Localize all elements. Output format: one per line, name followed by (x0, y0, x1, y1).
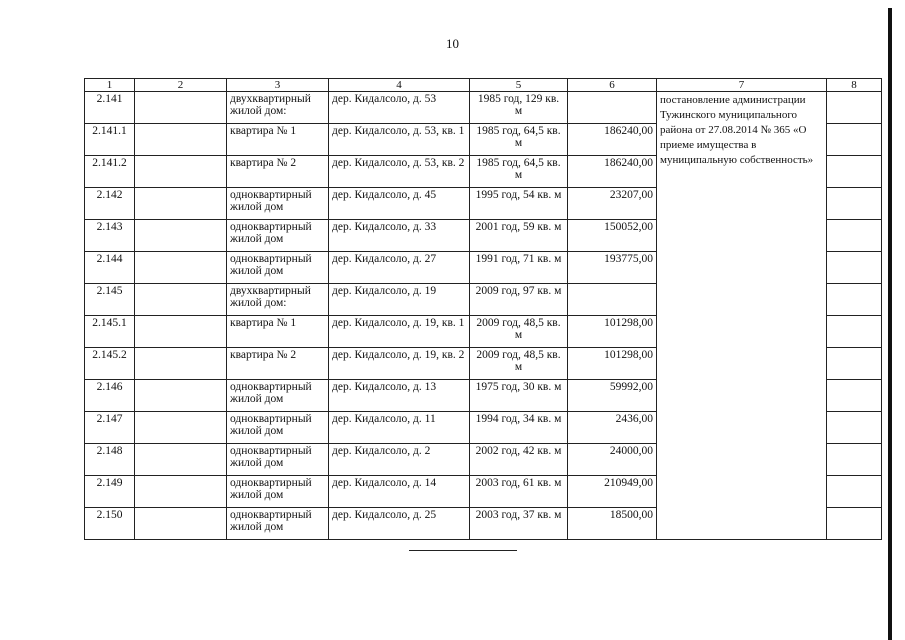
object-name-cell: квартира № 1 (227, 124, 329, 156)
empty-cell (827, 508, 882, 540)
empty-cell (135, 124, 227, 156)
empty-cell (827, 252, 882, 284)
value-cell: 24000,00 (568, 444, 657, 476)
page-number: 10 (446, 36, 459, 51)
row-number-cell: 2.150 (85, 508, 135, 540)
year-area-cell: 2003 год, 61 кв. м (470, 476, 568, 508)
year-area-cell: 1985 год, 64,5 кв. м (470, 156, 568, 188)
empty-cell (135, 444, 227, 476)
row-number-cell: 2.147 (85, 412, 135, 444)
object-name-cell: одноквартирный жилой дом (227, 188, 329, 220)
address-cell: дер. Кидалсоло, д. 2 (329, 444, 470, 476)
row-number-cell: 2.141 (85, 92, 135, 124)
row-number-cell: 2.145 (85, 284, 135, 316)
empty-cell (135, 252, 227, 284)
address-cell: дер. Кидалсоло, д. 19, кв. 1 (329, 316, 470, 348)
year-area-cell: 1975 год, 30 кв. м (470, 380, 568, 412)
address-cell: дер. Кидалсоло, д. 27 (329, 252, 470, 284)
value-cell: 193775,00 (568, 252, 657, 284)
year-area-cell: 2002 год, 42 кв. м (470, 444, 568, 476)
address-cell: дер. Кидалсоло, д. 53 (329, 92, 470, 124)
object-name-cell: квартира № 1 (227, 316, 329, 348)
empty-cell (135, 476, 227, 508)
row-number-cell: 2.145.1 (85, 316, 135, 348)
address-cell: дер. Кидалсоло, д. 33 (329, 220, 470, 252)
row-number-cell: 2.142 (85, 188, 135, 220)
object-name-cell: одноквартирный жилой дом (227, 252, 329, 284)
row-number-cell: 2.141.1 (85, 124, 135, 156)
row-number-cell: 2.141.2 (85, 156, 135, 188)
value-cell: 2436,00 (568, 412, 657, 444)
footer-divider (409, 550, 517, 551)
row-number-cell: 2.149 (85, 476, 135, 508)
value-cell: 18500,00 (568, 508, 657, 540)
address-cell: дер. Кидалсоло, д. 13 (329, 380, 470, 412)
address-cell: дер. Кидалсоло, д. 53, кв. 1 (329, 124, 470, 156)
row-number-cell: 2.144 (85, 252, 135, 284)
object-name-cell: квартира № 2 (227, 156, 329, 188)
object-name-cell: одноквартирный жилой дом (227, 444, 329, 476)
value-cell (568, 284, 657, 316)
empty-cell (827, 380, 882, 412)
header-cell: 2 (135, 79, 227, 92)
table-body (85, 79, 882, 540)
value-cell: 210949,00 (568, 476, 657, 508)
empty-cell (827, 444, 882, 476)
year-area-cell: 2009 год, 48,5 кв. м (470, 348, 568, 380)
empty-cell (135, 220, 227, 252)
empty-cell (135, 284, 227, 316)
object-name-cell: двухквартирный жилой дом: (227, 92, 329, 124)
table-row (85, 92, 882, 124)
address-cell: дер. Кидалсоло, д. 19 (329, 284, 470, 316)
row-number-cell: 2.145.2 (85, 348, 135, 380)
empty-cell (827, 348, 882, 380)
empty-cell (827, 316, 882, 348)
header-cell: 7 (657, 79, 827, 92)
year-area-cell: 1995 год, 54 кв. м (470, 188, 568, 220)
address-cell: дер. Кидалсоло, д. 53, кв. 2 (329, 156, 470, 188)
empty-cell (135, 316, 227, 348)
empty-cell (827, 284, 882, 316)
empty-cell (135, 412, 227, 444)
year-area-cell: 2009 год, 48,5 кв. м (470, 316, 568, 348)
object-name-cell: двухквартирный жилой дом: (227, 284, 329, 316)
empty-cell (827, 476, 882, 508)
object-name-cell: квартира № 2 (227, 348, 329, 380)
property-registry-table (84, 78, 882, 540)
year-area-cell: 1994 год, 34 кв. м (470, 412, 568, 444)
year-area-cell: 1991 год, 71 кв. м (470, 252, 568, 284)
year-area-cell: 2001 год, 59 кв. м (470, 220, 568, 252)
year-area-cell: 2009 год, 97 кв. м (470, 284, 568, 316)
address-cell: дер. Кидалсоло, д. 45 (329, 188, 470, 220)
row-number-cell: 2.146 (85, 380, 135, 412)
header-cell: 6 (568, 79, 657, 92)
row-number-cell: 2.148 (85, 444, 135, 476)
empty-cell (827, 220, 882, 252)
header-row (85, 79, 882, 92)
empty-cell (827, 188, 882, 220)
value-cell (568, 92, 657, 124)
year-area-cell: 1985 год, 129 кв. м (470, 92, 568, 124)
header-cell: 3 (227, 79, 329, 92)
empty-cell (135, 188, 227, 220)
year-area-cell: 1985 год, 64,5 кв. м (470, 124, 568, 156)
header-cell: 8 (827, 79, 882, 92)
empty-cell (827, 156, 882, 188)
header-cell: 4 (329, 79, 470, 92)
empty-cell (135, 508, 227, 540)
address-cell: дер. Кидалсоло, д. 11 (329, 412, 470, 444)
empty-cell (827, 124, 882, 156)
value-cell: 101298,00 (568, 348, 657, 380)
empty-cell (827, 92, 882, 124)
address-cell: дер. Кидалсоло, д. 25 (329, 508, 470, 540)
legal-basis-note-cell: постановление администрации Тужинского муниципального района от 27.08.2014 № 365 «О приеме имущества в муниципальную собственность» (657, 92, 827, 540)
header-cell: 5 (470, 79, 568, 92)
object-name-cell: одноквартирный жилой дом (227, 380, 329, 412)
empty-cell (135, 380, 227, 412)
value-cell: 186240,00 (568, 124, 657, 156)
value-cell: 150052,00 (568, 220, 657, 252)
address-cell: дер. Кидалсоло, д. 19, кв. 2 (329, 348, 470, 380)
value-cell: 59992,00 (568, 380, 657, 412)
value-cell: 101298,00 (568, 316, 657, 348)
row-number-cell: 2.143 (85, 220, 135, 252)
empty-cell (135, 156, 227, 188)
value-cell: 186240,00 (568, 156, 657, 188)
object-name-cell: одноквартирный жилой дом (227, 476, 329, 508)
object-name-cell: одноквартирный жилой дом (227, 508, 329, 540)
scan-edge-line (888, 8, 892, 640)
empty-cell (135, 348, 227, 380)
header-cell: 1 (85, 79, 135, 92)
year-area-cell: 2003 год, 37 кв. м (470, 508, 568, 540)
value-cell: 23207,00 (568, 188, 657, 220)
object-name-cell: одноквартирный жилой дом (227, 412, 329, 444)
object-name-cell: одноквартирный жилой дом (227, 220, 329, 252)
empty-cell (827, 412, 882, 444)
address-cell: дер. Кидалсоло, д. 14 (329, 476, 470, 508)
empty-cell (135, 92, 227, 124)
